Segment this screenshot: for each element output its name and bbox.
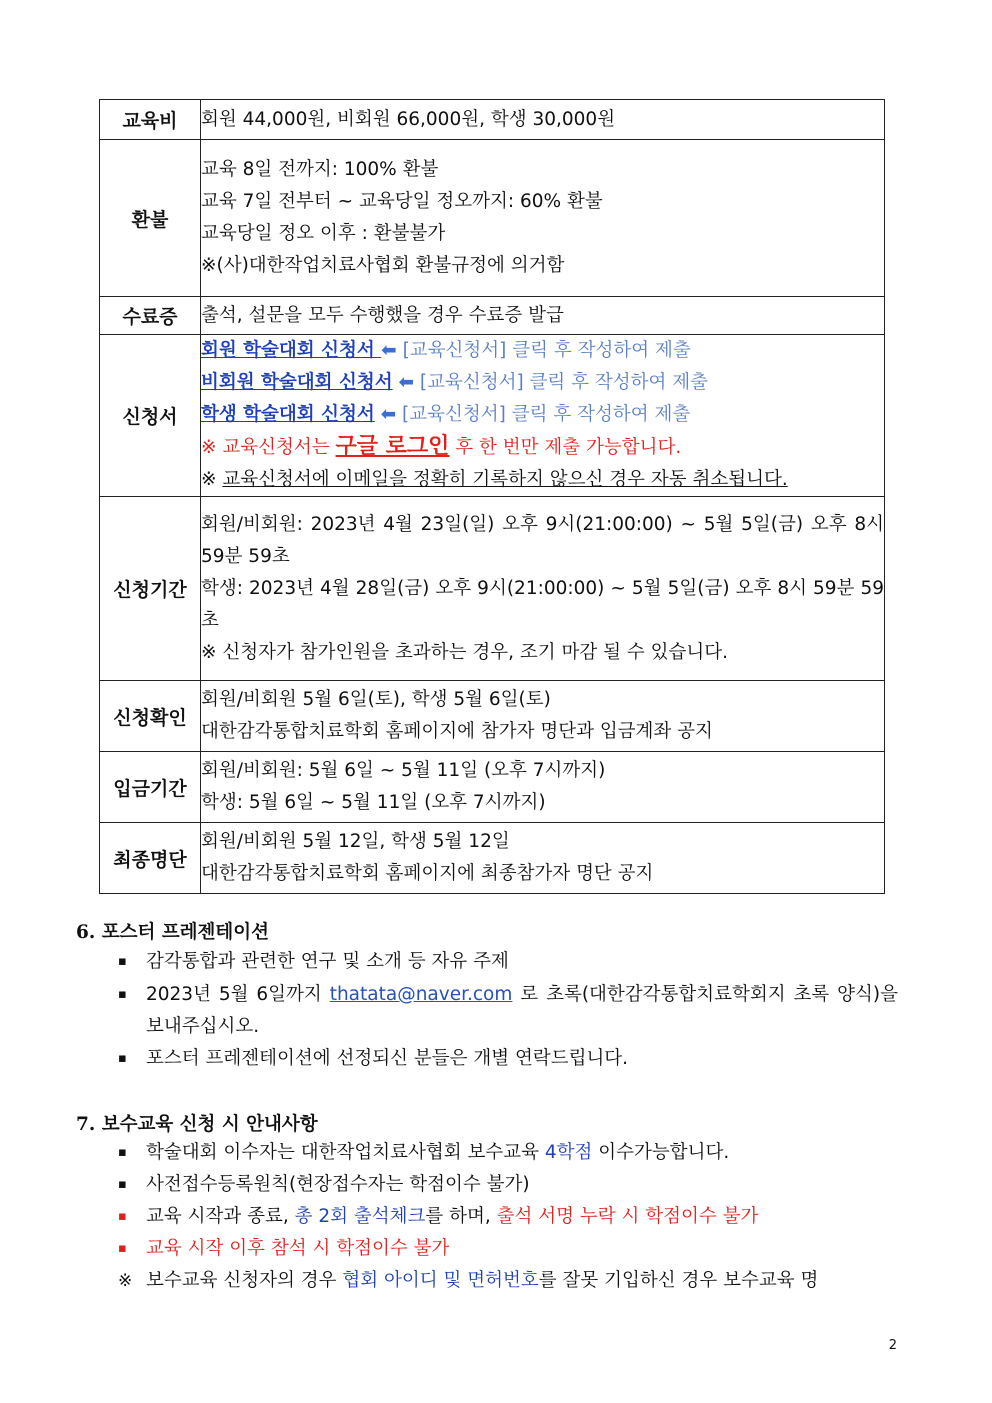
table-row-fee bbox=[100, 100, 885, 140]
period-label: 신청기간 bbox=[100, 497, 201, 681]
table-row-period bbox=[100, 497, 885, 681]
bullet-text-part: 학술대회 이수자는 대한작업치료사협회 보수교육 bbox=[146, 1142, 545, 1163]
application-label: 신청서 bbox=[100, 335, 201, 497]
bullet-text: 사전접수등록원칙(현장접수자는 학점이수 불가) bbox=[146, 1174, 530, 1195]
list-item bbox=[118, 946, 898, 978]
left-arrow-icon: ⬅ bbox=[380, 404, 397, 425]
confirm-content bbox=[201, 681, 885, 752]
form-hint: [교육신청서] 클릭 후 작성하여 제출 bbox=[419, 372, 709, 393]
list-item bbox=[118, 1233, 898, 1265]
refund-line: 교육당일 정오 이후 : 환불불가 bbox=[201, 223, 446, 244]
refund-label: 환불 bbox=[100, 140, 201, 297]
left-arrow-icon: ⬅ bbox=[381, 340, 397, 361]
table-row-certificate bbox=[100, 297, 885, 335]
final-line: 대한감각통합치료학회 홈페이지에 최종참가자 명단 공지 bbox=[201, 863, 654, 884]
bullet-text-part: 로 초록(대한감각통합치료학회지 초록 양식)을 보내주십시오. bbox=[146, 984, 898, 1037]
note-mark: ※ bbox=[118, 1271, 133, 1291]
bullet-text-part: 이수가능합니다. bbox=[592, 1142, 730, 1163]
bullet-text-part: 를 하며, bbox=[425, 1206, 497, 1227]
fee-text: 회원 44,000원, 비회원 66,000원, 학생 30,000원 bbox=[201, 100, 885, 140]
attendance-check-text: 총 2회 출석체크 bbox=[294, 1206, 426, 1227]
email-note bbox=[201, 464, 884, 496]
bullet-icon: ▪ bbox=[118, 1209, 127, 1224]
bullet-text bbox=[146, 979, 898, 1043]
payment-label: 입금기간 bbox=[100, 752, 201, 823]
list-item bbox=[118, 1169, 898, 1201]
bullet-text-part: 를 잘못 기입하신 경우 보수교육 명 bbox=[538, 1270, 819, 1291]
payment-line: 회원/비회원: 5월 6일 ~ 5월 11일 (오후 7시까지) bbox=[201, 760, 606, 781]
table-row-application bbox=[100, 335, 885, 497]
confirm-line: 대한감각통합치료학회 홈페이지에 참가자 명단과 입금계좌 공지 bbox=[201, 721, 713, 742]
list-item bbox=[118, 1137, 898, 1169]
student-form-link[interactable]: 학생 학술대회 신청서 bbox=[201, 404, 375, 425]
period-content bbox=[201, 497, 885, 681]
member-form-link[interactable]: 회원 학술대회 신청서 bbox=[201, 340, 382, 361]
form-row bbox=[201, 367, 884, 399]
refund-line: 교육 7일 전부터 ~ 교육당일 정오까지: 60% 환불 bbox=[201, 191, 603, 212]
period-member: 회원/비회원: 2023년 4월 23일(일) 오후 9시(21:00:00) ~ 5월 5일(금) 오후 8시 59분 59초 bbox=[201, 513, 884, 567]
form-row bbox=[201, 335, 884, 367]
bullet-text-part: 보수교육 신청자의 경우 bbox=[146, 1270, 343, 1291]
list-item bbox=[118, 979, 898, 1043]
bullet-icon: ▪ bbox=[118, 1177, 127, 1192]
bullet-icon: ▪ bbox=[118, 987, 127, 1002]
refund-line: ※(사)대한작업치료사협회 환불규정에 의거함 bbox=[201, 255, 565, 276]
period-note: ※ 신청자가 참가인원을 초과하는 경우, 조기 마감 될 수 있습니다. bbox=[201, 641, 728, 663]
note-text: ※ 교육신청서는 bbox=[201, 437, 336, 458]
bullet-icon: ▪ bbox=[118, 1051, 127, 1066]
bullet-icon: ▪ bbox=[118, 1241, 127, 1256]
page-number: 2 bbox=[888, 1338, 897, 1353]
email-note-text: 교육신청서에 이메일을 정확히 기록하지 않으신 경우 자동 취소됩니다. bbox=[222, 469, 788, 490]
bullet-icon: ▪ bbox=[118, 1145, 127, 1160]
fee-label: 교육비 bbox=[100, 100, 201, 140]
confirm-label: 신청확인 bbox=[100, 681, 201, 752]
bullet-text: 감각통합과 관련한 연구 및 소개 등 자유 주제 bbox=[146, 951, 509, 972]
list-item bbox=[118, 1043, 898, 1075]
google-login-note bbox=[201, 431, 884, 464]
form-hint: [교육신청서] 클릭 후 작성하여 제출 bbox=[402, 340, 691, 361]
bullet-text bbox=[146, 1265, 898, 1297]
refund-line: 교육 8일 전까지: 100% 환불 bbox=[201, 159, 439, 180]
payment-content bbox=[201, 752, 885, 823]
table-row-final bbox=[100, 823, 885, 894]
final-content bbox=[201, 823, 885, 894]
table-row-confirm bbox=[100, 681, 885, 752]
id-license-text: 협회 아이디 및 면허번호 bbox=[342, 1270, 539, 1291]
email-link[interactable]: thatata@naver.com bbox=[329, 984, 513, 1005]
table-row-payment bbox=[100, 752, 885, 823]
google-login-text: 구글 로그인 bbox=[335, 434, 450, 459]
list-item bbox=[118, 1265, 898, 1297]
certificate-label: 수료증 bbox=[100, 297, 201, 335]
confirm-line: 회원/비회원 5월 6일(토), 학생 5월 6일(토) bbox=[201, 689, 551, 710]
note-text: 후 한 번만 제출 가능합니다. bbox=[449, 437, 682, 458]
credit-count: 4학점 bbox=[544, 1142, 593, 1163]
table-row-refund bbox=[100, 140, 885, 297]
application-content bbox=[201, 335, 885, 497]
certificate-text: 출석, 설문을 모두 수행했을 경우 수료증 발급 bbox=[201, 297, 885, 335]
list-item bbox=[118, 1201, 898, 1233]
bullet-text-part: 2023년 5월 6일까지 bbox=[146, 984, 330, 1005]
bullet-text: 포스터 프레젠테이션에 선정되신 분들은 개별 연락드립니다. bbox=[146, 1048, 629, 1069]
period-student: 학생: 2023년 4월 28일(금) 오후 9시(21:00:00) ~ 5월 5일(금) 오후 8시 59분 59초 bbox=[201, 577, 884, 631]
bullet-text bbox=[146, 1137, 898, 1169]
bullet-icon: ▪ bbox=[118, 954, 127, 969]
left-arrow-icon: ⬅ bbox=[398, 372, 414, 393]
nonmember-form-link[interactable]: 비회원 학술대회 신청서 bbox=[201, 372, 393, 393]
final-line: 회원/비회원 5월 12일, 학생 5월 12일 bbox=[201, 831, 510, 852]
final-label: 최종명단 bbox=[100, 823, 201, 894]
section6-title: 6. 포스터 프레젠테이션 bbox=[76, 922, 270, 943]
bullet-text: 교육 시작 이후 참석 시 학점이수 불가 bbox=[146, 1238, 450, 1259]
bullet-text-part: 교육 시작과 종료, bbox=[146, 1206, 295, 1227]
section7-title: 7. 보수교육 신청 시 안내사항 bbox=[76, 1114, 318, 1135]
form-row bbox=[201, 399, 884, 431]
payment-line: 학생: 5월 6일 ~ 5월 11일 (오후 7시까지) bbox=[201, 792, 546, 813]
bullet-text bbox=[146, 1201, 898, 1233]
form-hint: [교육신청서] 클릭 후 작성하여 제출 bbox=[402, 404, 691, 425]
warning-text: 출석 서명 누락 시 학점이수 불가 bbox=[496, 1206, 759, 1227]
note-mark: ※ bbox=[201, 469, 223, 490]
info-table bbox=[99, 99, 885, 894]
refund-content bbox=[201, 140, 885, 297]
